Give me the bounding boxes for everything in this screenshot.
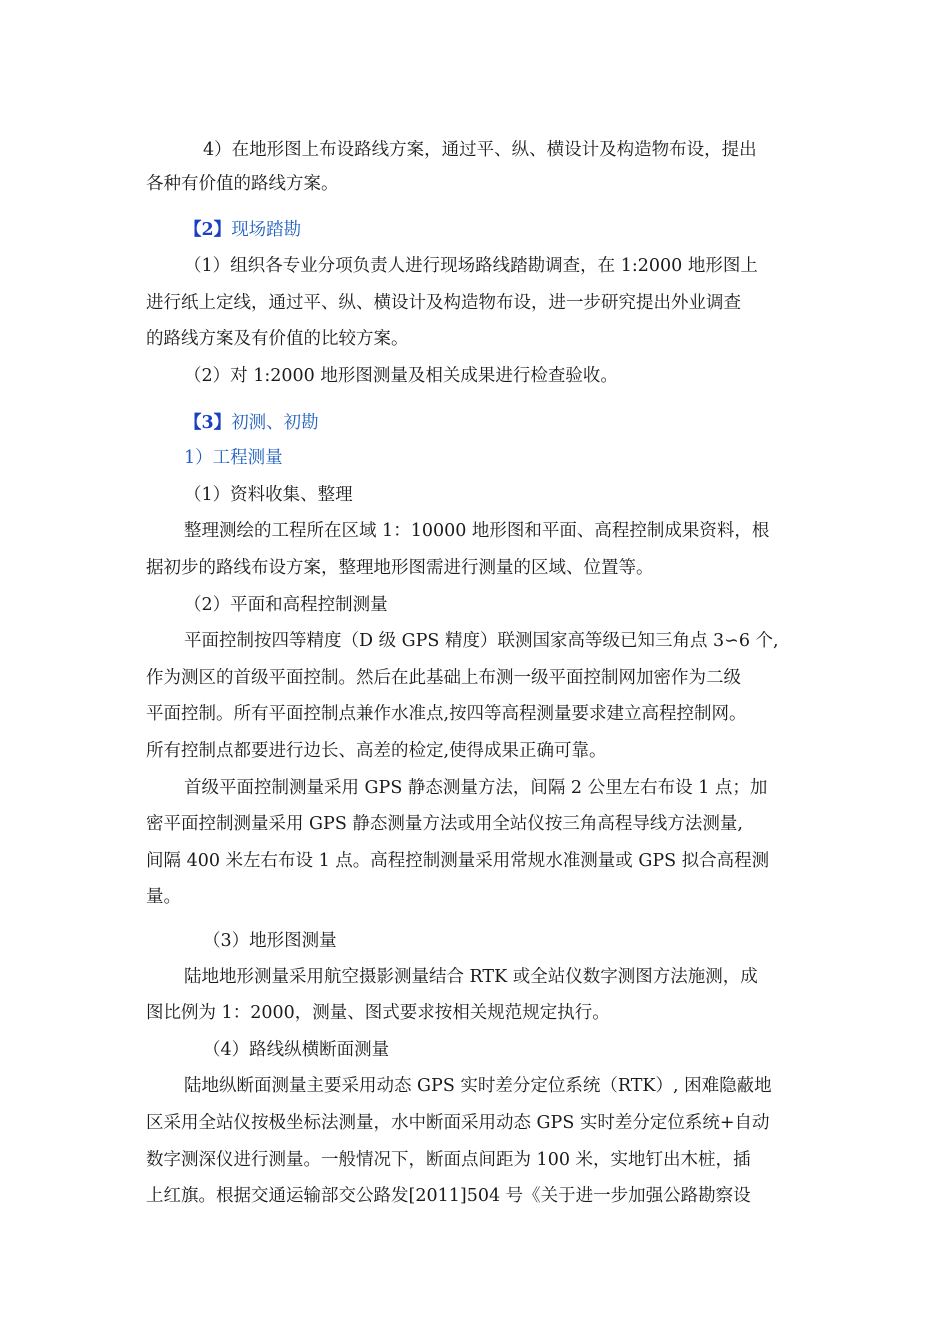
subsection-heading: 1）工程测量	[184, 448, 283, 468]
item2a-line4: 所有控制点都要进行边长、高差的检定,使得成果正确可靠。	[146, 741, 607, 761]
section-title: 现场踏勘	[231, 220, 302, 240]
para2-1-line1: （1）组织各专业分项负责人进行现场路线踏勘调查，在 1:2000 地形图上	[184, 256, 758, 276]
para4-line1: 4）在地形图上布设路线方案，通过平、纵、横设计及构造物布设，提出	[203, 140, 757, 160]
item2b-line4: 量。	[146, 887, 181, 907]
section-number: 【2】	[184, 220, 232, 240]
item4-line2: 区采用全站仪按极坐标法测量，水中断面采用动态 GPS 实时差分定位系统+自动	[146, 1113, 770, 1133]
para2-2-line1: （2）对 1:2000 地形图测量及相关成果进行检查验收。	[184, 366, 618, 386]
item1-heading: （1）资料收集、整理	[184, 485, 353, 505]
item3-line2: 图比例为 1：2000，测量、图式要求按相关规范规定执行。	[146, 1003, 610, 1023]
para2-1-line2: 进行纸上定线，通过平、纵、横设计及构造物布设，进一步研究提出外业调查	[146, 293, 741, 313]
item4-line4: 上红旗。根据交通运输部交公路发[2011]504 号《关于进一步加强公路勘察设	[146, 1186, 751, 1206]
item3-line1: 陆地地形测量采用航空摄影测量结合 RTK 或全站仪数字测图方法施测，成	[184, 967, 758, 987]
item2a-line3: 平面控制。所有平面控制点兼作水准点,按四等高程测量要求建立高程控制网。	[146, 704, 747, 724]
section-heading-2	[184, 222, 301, 240]
item2b-line2: 密平面控制测量采用 GPS 静态测量方法或用全站仪按三角高程导线方法测量,	[146, 814, 743, 834]
item1-line2: 据初步的路线布设方案，整理地形图需进行测量的区域、位置等。	[146, 558, 654, 578]
section-title: 初测、初勘	[231, 413, 319, 433]
item2b-line3: 间隔 400 米左右布设 1 点。高程控制测量采用常规水准测量或 GPS 拟合高程测	[146, 851, 770, 871]
item2-heading: （2）平面和高程控制测量	[184, 595, 388, 615]
item4-heading: （4）路线纵横断面测量	[203, 1040, 390, 1060]
item2b-line1: 首级平面控制测量采用 GPS 静态测量方法，间隔 2 公里左右布设 1 点；加	[184, 778, 768, 798]
item3-heading: （3）地形图测量	[203, 931, 337, 951]
para4-line2: 各种有价值的路线方案。	[146, 174, 339, 194]
item1-line1: 整理测绘的工程所在区域 1：10000 地形图和平面、高程控制成果资料，根	[184, 521, 770, 541]
item4-line3: 数字测深仪进行测量。一般情况下，断面点间距为 100 米，实地钉出木桩，插	[146, 1150, 751, 1170]
item4-line1: 陆地纵断面测量主要采用动态 GPS 实时差分定位系统（RTK）, 困难隐蔽地	[184, 1076, 772, 1096]
para2-1-line3: 的路线方案及有价值的比较方案。	[146, 329, 409, 349]
section-heading-3	[184, 415, 319, 433]
item2a-line1: 平面控制按四等精度（D 级 GPS 精度）联测国家高等级已知三角点 3∽6 个,	[184, 631, 779, 651]
section-number: 【3】	[184, 413, 232, 433]
item2a-line2: 作为测区的首级平面控制。然后在此基础上布测一级平面控制网加密作为二级	[146, 668, 741, 688]
